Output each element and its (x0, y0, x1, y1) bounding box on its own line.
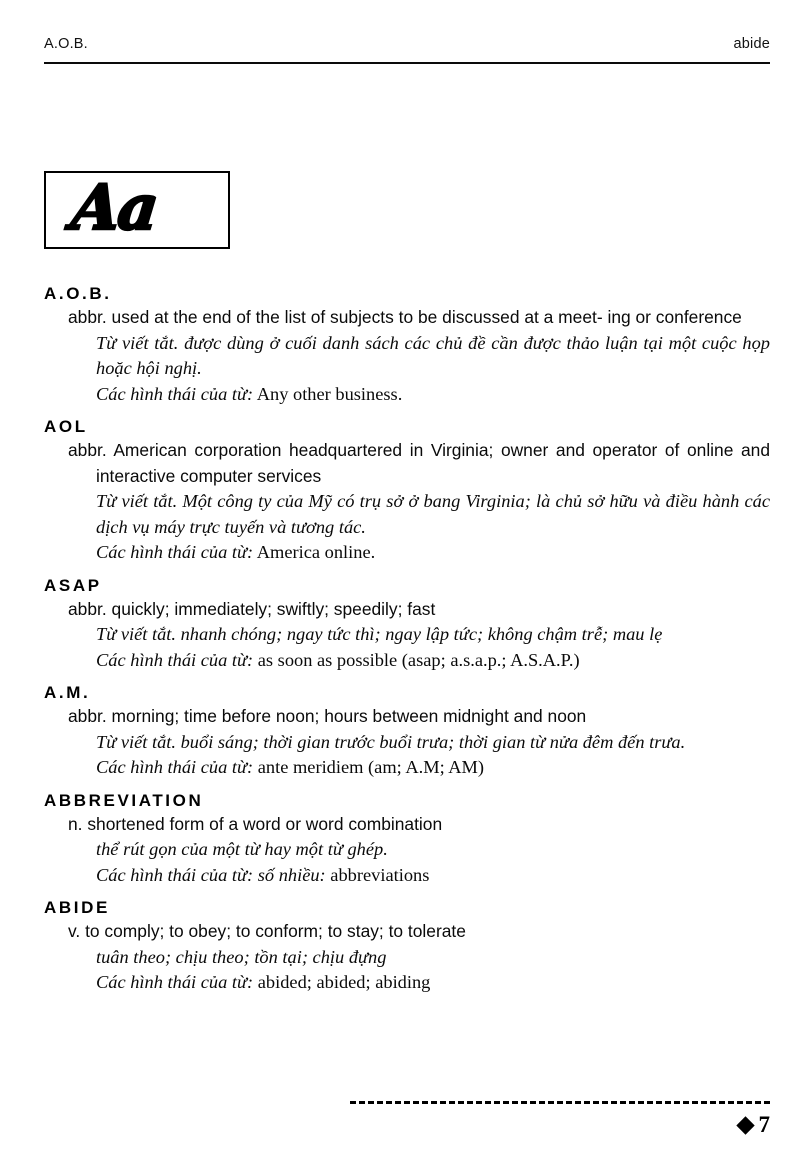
diamond-icon (736, 1116, 754, 1134)
entry-forms-label: Các hình thái của từ: (96, 383, 254, 404)
dictionary-entry (44, 283, 770, 407)
footer-dashed-rule (350, 1101, 770, 1104)
entry-definition-en (44, 919, 770, 945)
entry-forms (44, 863, 770, 889)
page-number: 7 (758, 1112, 770, 1137)
entry-definition-vi: Từ viết tắt. Một công ty của Mỹ có trụ sở ở bang Virginia; là chủ sở hữu và điều hành các dịch vụ máy trực tuyến và tương tác. (96, 491, 770, 537)
entry-part-of-speech: abbr. (68, 307, 107, 327)
entry-forms (44, 382, 770, 408)
entry-forms-value (258, 865, 430, 885)
entry-definition-vi: tuân theo; chịu theo; tồn tại; chịu đựng (96, 946, 387, 967)
dictionary-entry (44, 790, 770, 889)
entry-forms (44, 648, 770, 674)
entry-forms-value: ante meridiem (am; A.M; AM) (257, 757, 485, 777)
entry-forms-value-text: abbreviations (330, 864, 430, 885)
entry-forms (44, 755, 770, 781)
entry-part-of-speech: n. (68, 813, 83, 834)
entry-forms-label: Các hình thái của từ: (96, 972, 254, 992)
entry-definition-vi: Từ viết tắt. buổi sáng; thời gian trước buổi trưa; thời gian từ nửa đêm đến trưa. (96, 731, 686, 752)
entry-definition-en-text: American corporation headquartered in Virginia; owner and operator of online and interactive computer services (96, 440, 770, 486)
entry-forms-qualifier: số nhiều: (257, 864, 326, 885)
entry-definition-en-text: used at the end of the list of subjects to be discussed at a meet- ing or conference (111, 307, 742, 327)
entry-part-of-speech: abbr. (68, 598, 107, 619)
entry-part-of-speech: v. (68, 921, 81, 941)
running-head-left: A.O.B. (44, 36, 88, 52)
entry-definition-en (44, 812, 770, 838)
entry-definition-en (44, 438, 770, 489)
letter-section-box (44, 171, 230, 249)
entry-headword: ASAP (44, 575, 102, 595)
dictionary-entry (44, 575, 770, 674)
entry-definition-en (44, 597, 770, 623)
entry-forms-value: Any other business. (256, 383, 403, 404)
entry-forms-value: America online. (256, 542, 376, 562)
entry-list (44, 283, 770, 1005)
entry-definition-vi: thể rút gọn của một từ hay một từ ghép. (96, 839, 388, 859)
entry-forms-value: abided; abided; abiding (257, 972, 431, 992)
entry-headword: AOL (44, 417, 88, 436)
running-head (44, 36, 770, 52)
entry-part-of-speech: abbr. (68, 706, 107, 726)
dictionary-entry (44, 416, 770, 566)
entry-forms-label: Các hình thái của từ: (96, 542, 254, 562)
dictionary-entry (44, 682, 770, 781)
entry-headword: A.O.B. (44, 284, 112, 303)
running-head-right: abide (733, 36, 770, 52)
entry-forms-label: Các hình thái của từ: (96, 757, 254, 777)
entry-definition-en (44, 704, 770, 730)
entry-definition-vi: Từ viết tắt. được dùng ở cuối danh sách các chủ đề cần được thảo luận tại một cuộc họp hoặc hội nghị. (96, 332, 770, 378)
entry-headword: ABBREVIATION (44, 790, 204, 810)
entry-forms-label: Các hình thái của từ: (96, 649, 254, 670)
entry-forms-label: Các hình thái của từ: (96, 864, 254, 885)
entry-forms (44, 970, 770, 996)
entry-definition-en-text: shortened form of a word or word combination (87, 813, 443, 834)
entry-definition-en (44, 305, 770, 331)
entry-definition-en-text: quickly; immediately; swiftly; speedily; fast (111, 598, 436, 619)
entry-forms-value: as soon as possible (asap; a.s.a.p.; A.S.A.P.) (257, 649, 580, 670)
entry-headword: A.M. (44, 683, 91, 702)
entry-part-of-speech: abbr. (68, 440, 107, 460)
dictionary-entry (44, 897, 770, 996)
entry-definition-en-text: morning; time before noon; hours between midnight and noon (111, 706, 587, 726)
entry-definition-en-text: to comply; to obey; to conform; to stay; to tolerate (85, 921, 466, 941)
entry-definition-vi: Từ viết tắt. nhanh chóng; ngay tức thì; ngay lập tức; không chậm trễ; mau lẹ (96, 624, 663, 644)
entry-forms (44, 540, 770, 566)
letter-section-glyph: Aa (68, 171, 161, 244)
header-rule (44, 62, 770, 64)
entry-headword: ABIDE (44, 898, 110, 917)
page-folio (739, 1112, 771, 1138)
